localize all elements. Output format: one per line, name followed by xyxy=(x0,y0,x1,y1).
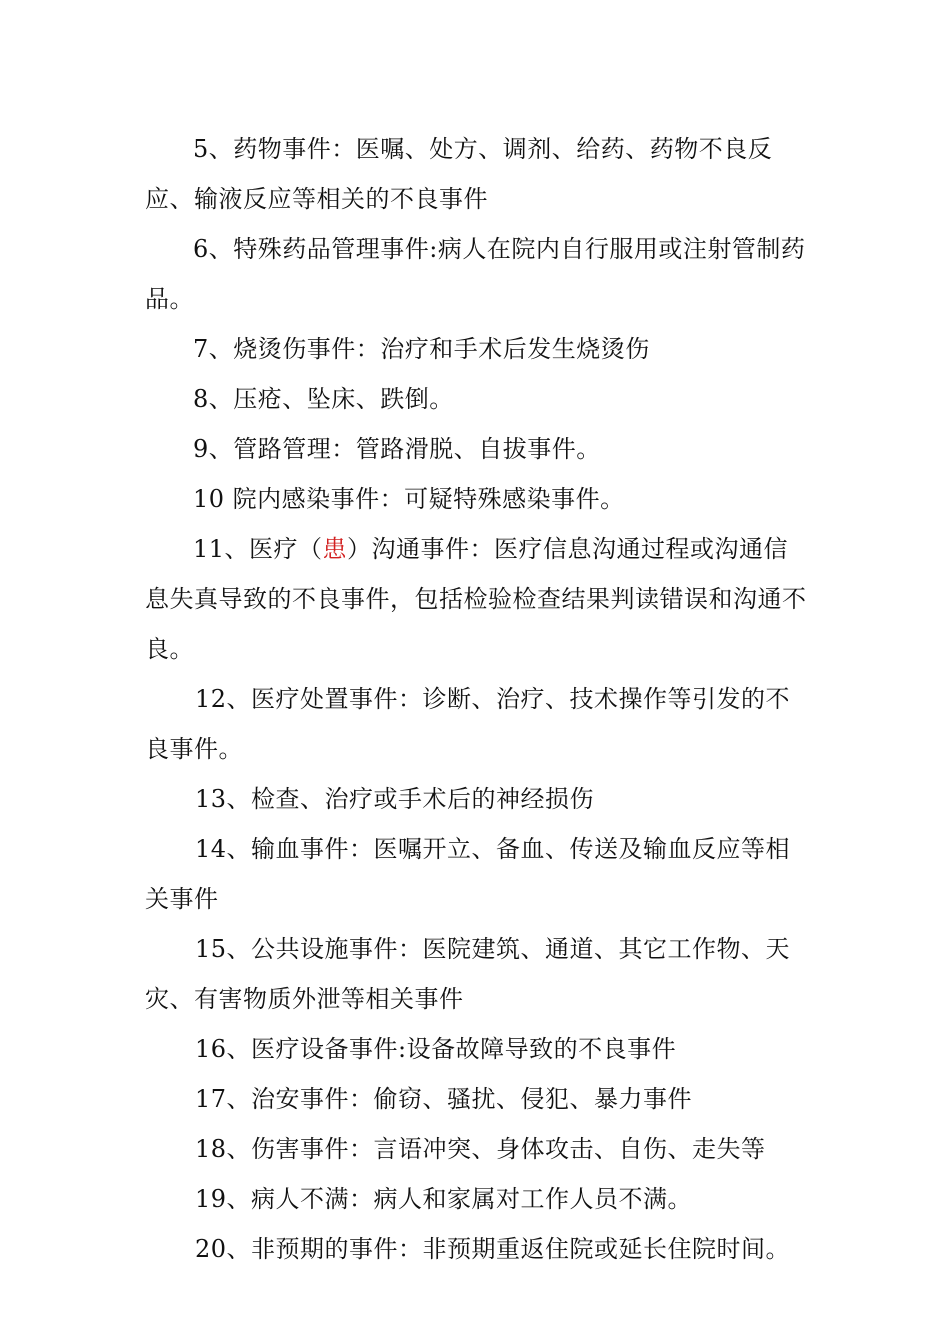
list-item-12: 12、医疗处置事件：诊断、治疗、技术操作等引发的不良事件。 xyxy=(145,685,791,763)
list-item-16: 16、医疗设备事件:设备故障导致的不良事件 xyxy=(195,1035,677,1063)
list-item-5: 5、药物事件：医嘱、处方、调剂、给药、药物不良反应、输液反应等相关的不良事件 xyxy=(145,135,773,213)
item-11-highlight: 患 xyxy=(322,535,348,563)
item-11-before: 11、医疗（ xyxy=(193,535,323,563)
item-11-after: ）沟通事件：医疗信息沟通过程或沟通信息失真导致的不良事件，包括检验检查结果判读错误和沟通不良。 xyxy=(145,535,807,663)
list-item-8: 8、压疮、坠床、跌倒。 xyxy=(193,385,454,413)
list-item-19: 19、病人不满：病人和家属对工作人员不满。 xyxy=(195,1185,693,1213)
list-item-14: 14、输血事件：医嘱开立、备血、传送及输血反应等相关事件 xyxy=(145,835,791,913)
list-item-7: 7、烧烫伤事件：治疗和手术后发生烧烫伤 xyxy=(193,335,650,363)
list-item-15: 15、公共设施事件：医院建筑、通道、其它工作物、天灾、有害物质外泄等相关事件 xyxy=(145,935,791,1013)
event-list xyxy=(145,124,810,1274)
list-item-17: 17、治安事件：偷窃、骚扰、侵犯、暴力事件 xyxy=(195,1085,693,1113)
list-item-9: 9、管路管理：管路滑脱、自拔事件。 xyxy=(193,435,601,463)
list-item-18: 18、伤害事件：言语冲突、身体攻击、自伤、走失等 xyxy=(195,1135,766,1163)
list-item-10: 10 院内感染事件：可疑特殊感染事件。 xyxy=(193,485,625,513)
list-item-11 xyxy=(145,524,810,674)
list-item-6: 6、特殊药品管理事件:病人在院内自行服用或注射管制药品。 xyxy=(145,235,806,313)
list-item-13: 13、检查、治疗或手术后的神经损伤 xyxy=(195,785,595,813)
list-item-20: 20、非预期的事件：非预期重返住院或延长住院时间。 xyxy=(195,1235,791,1263)
